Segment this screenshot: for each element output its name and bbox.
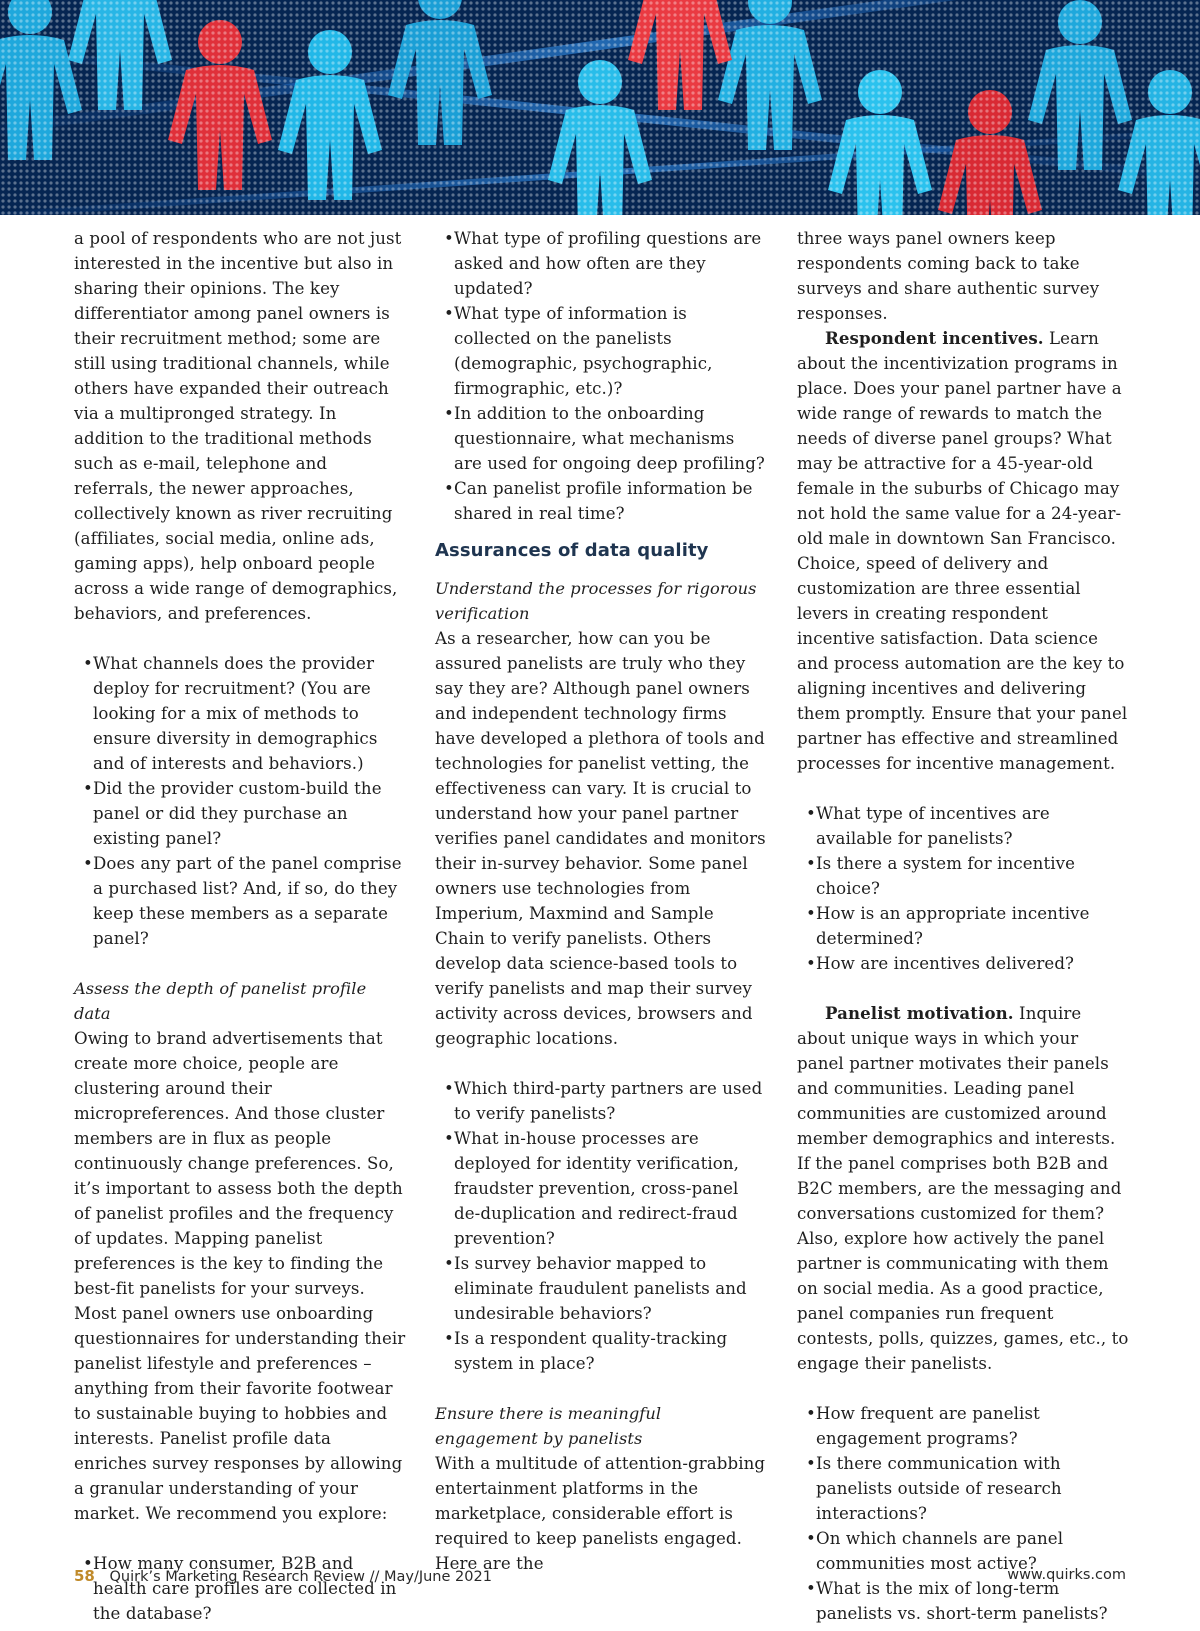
- paragraph-text: Learn about the incentivization programs in place. Does your panel partner have a wide range of rewards to match the needs of diverse panel groups? What may be attractive for a 45-year-old female in the suburbs of Chicago may not hold the same value for a 24-year-old male in downtown San Francisco. Choice, speed of delivery and customization are three essential levers in creating respondent incentive satisfaction. Data science and process automation are the key to aligning incentives and delivering them promptly. Ensure that your panel partner has effective and streamlined processes for incentive management.: [797, 329, 1128, 773]
- bullet-item: • Is there a system for incentive choice?: [807, 851, 1129, 901]
- bullet-list: [435, 1076, 767, 1376]
- bullet-item: • Which third-party partners are used to verify panelists?: [445, 1076, 767, 1126]
- bullet-item: • What type of information is collected on the panelists (demographic, psychographic, firmographic, etc.)?: [445, 301, 767, 401]
- bullet-item: • Is there communication with panelists outside of research interactions?: [807, 1451, 1129, 1526]
- bullet-item: • How many consumer, B2B and health care profiles are collected in the database?: [84, 1551, 406, 1626]
- subheading: Assess the depth of panelist profile data: [74, 979, 367, 1023]
- website-link[interactable]: www.quirks.com: [1007, 1567, 1126, 1583]
- column-1: [74, 226, 406, 1626]
- page-number: 58: [74, 1567, 95, 1585]
- bullet-item: • What in-house processes are deployed for identity verification, fraudster prevention, cross-panel de-duplication and redirect-fraud prevention?: [445, 1126, 767, 1251]
- paragraph: [797, 1001, 1129, 1376]
- paragraph-text: Inquire about unique ways in which your panel partner motivates their panels and communities. Leading panel communities are customized around member demographics and interests. If the panel comprises both B2B and B2C members, are the messaging and conversations customized for them? Also, explore how actively the panel partner is communicating with them on social media. As a good practice, panel companies run frequent contests, polls, quizzes, games, etc., to engage their panelists.: [797, 1004, 1129, 1373]
- lead-in: Panelist motivation.: [825, 1003, 1014, 1023]
- bullet-list: [797, 801, 1129, 976]
- bullet-item: • What type of profiling questions are asked and how often are they updated?: [445, 226, 767, 301]
- bullet-item: • What type of incentives are available for panelists?: [807, 801, 1129, 851]
- subheading: Understand the processes for rigorous verification: [435, 579, 757, 623]
- page-footer: [74, 1567, 1126, 1593]
- bullet-item: • How are incentives delivered?: [807, 951, 1129, 976]
- column-3: [797, 226, 1129, 1626]
- paragraph: Owing to brand advertisements that create more choice, people are clustering around their micropreferences. And those cluster members are in flux as people continuously change preferences. So, it’s important to assess both the depth of panelist profiles and the frequency of updates. Mapping panelist preferences is the key to finding the best-fit panelists for your surveys. Most panel owners use onboarding questionnaires for understanding their panelist lifestyle and preferences – anything from their favorite footwear to sustainable buying to hobbies and interests. Panelist profile data enriches survey responses by allowing a granular understanding of your market. We recommend you explore:: [74, 1029, 406, 1523]
- column-2: [435, 226, 767, 1576]
- bullet-item: • Is survey behavior mapped to eliminate fraudulent panelists and undesirable behaviors?: [445, 1251, 767, 1326]
- paragraph: [797, 326, 1129, 776]
- bullet-item: • How frequent are panelist engagement programs?: [807, 1401, 1129, 1451]
- bullet-item: • On which channels are panel communities most active?: [807, 1526, 1129, 1576]
- bullet-item: • Can panelist profile information be shared in real time?: [445, 476, 767, 526]
- subheading: Ensure there is meaningful engagement by panelists: [435, 1404, 662, 1448]
- bullet-item: • Does any part of the panel comprise a purchased list? And, if so, do they keep these members as a separate panel?: [84, 851, 406, 951]
- paragraph: With a multitude of attention-grabbing entertainment platforms in the marketplace, considerable effort is required to keep panelists engaged. Here are the: [435, 1454, 766, 1573]
- paragraph: As a researcher, how can you be assured panelists are truly who they say they are? Although panel owners and independent technology firms have developed a plethora of tools and technologies for panelist vetting, the effectiveness can vary. It is crucial to understand how your panel partner verifies panel candidates and monitors their in-survey behavior. Some panel owners use technologies from Imperium, Maxmind and Sample Chain to verify panelists. Others develop data science-based tools to verify panelists and map their survey activity across devices, browsers and geographic locations.: [435, 629, 766, 1048]
- bullet-item: • Is a respondent quality-tracking system in place?: [445, 1326, 767, 1376]
- bullet-item: • What channels does the provider deploy for recruitment? (You are looking for a mix of methods to ensure diversity in demographics and of interests and behaviors.): [84, 651, 406, 776]
- bullet-item: • What is the mix of long-term panelists vs. short-term panelists?: [807, 1576, 1129, 1626]
- bullet-list: [74, 651, 406, 951]
- people-network-illustration: [0, 0, 1200, 215]
- publication-line: Quirk’s Marketing Research Review // May/June 2021: [109, 1569, 492, 1585]
- paragraph: a pool of respondents who are not just interested in the incentive but also in sharing their opinions. The key differentiator among panel owners is their recruitment method; some are still using traditional channels, while others have expanded their outreach via a multipronged strategy. In addition to the traditional methods such as e-mail, telephone and referrals, the newer approaches, collectively known as river recruiting (affiliates, social media, online ads, gaming apps), help onboard people across a wide range of demographics, behaviors, and preferences.: [74, 229, 402, 623]
- bullet-item: • In addition to the onboarding questionnaire, what mechanisms are used for ongoing deep profiling?: [445, 401, 767, 476]
- section-title: Assurances of data quality: [435, 540, 709, 561]
- lead-in: Respondent incentives.: [825, 328, 1044, 348]
- bullet-item: • Did the provider custom-build the panel or did they purchase an existing panel?: [84, 776, 406, 851]
- bullet-item: • How is an appropriate incentive determined?: [807, 901, 1129, 951]
- bullet-list: [435, 226, 767, 526]
- paragraph: three ways panel owners keep respondents coming back to take surveys and share authentic survey responses.: [797, 229, 1100, 323]
- hero-image: [0, 0, 1200, 215]
